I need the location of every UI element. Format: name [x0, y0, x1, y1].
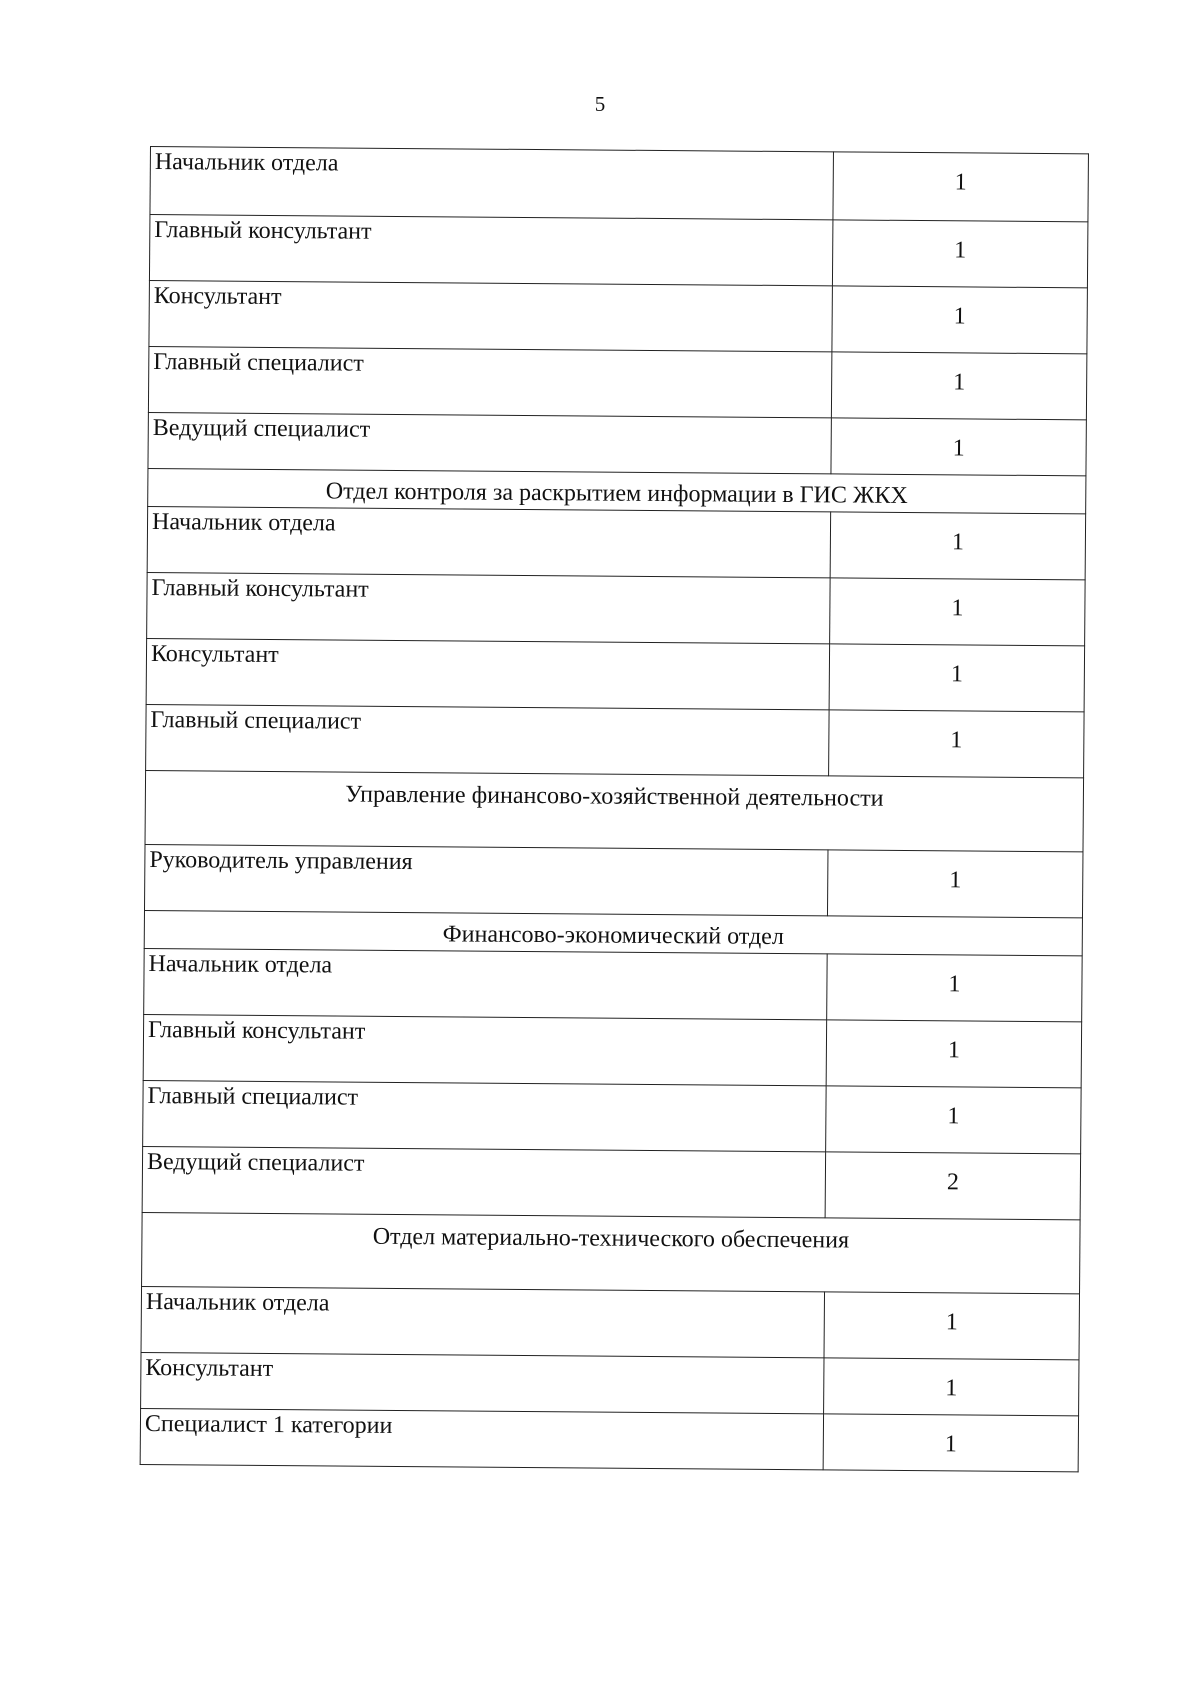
position-count: 1	[832, 220, 1088, 288]
position-title: Консультант	[146, 638, 829, 709]
table-row	[141, 1286, 1079, 1359]
table-row	[150, 147, 1089, 222]
position-count: 1	[824, 1358, 1079, 1416]
position-title: Руководитель управления	[144, 844, 827, 915]
department-title: Управление финансово-хозяйственной деятельности	[145, 770, 1084, 851]
position-count: 1	[826, 1086, 1082, 1154]
position-count: 1	[827, 850, 1083, 918]
table-row	[148, 346, 1086, 419]
department-header-row	[145, 770, 1084, 851]
table-row	[142, 1146, 1080, 1219]
position-title: Главный консультант	[147, 572, 830, 643]
page-number: 5	[594, 92, 606, 116]
position-title: Ведущий специалист	[142, 1146, 825, 1217]
table-row	[146, 638, 1084, 711]
position-count: 1	[830, 512, 1086, 580]
table-row	[149, 215, 1087, 288]
department-header-row	[142, 1212, 1081, 1293]
department-title: Отдел материально-технического обеспечения	[142, 1212, 1081, 1293]
table-row	[147, 572, 1085, 645]
table-row	[146, 704, 1084, 777]
position-title: Начальник отдела	[150, 147, 834, 220]
table-row	[144, 948, 1082, 1021]
table-row	[148, 412, 1086, 475]
position-title: Начальник отдела	[147, 506, 830, 577]
table-row	[141, 1352, 1079, 1415]
table-row	[149, 280, 1087, 353]
table-row	[143, 1014, 1081, 1087]
staffing-table	[140, 146, 1089, 1472]
table-row	[140, 1408, 1078, 1471]
position-title: Консультант	[149, 280, 832, 351]
position-title: Ведущий специалист	[148, 412, 831, 473]
table-row	[147, 506, 1085, 579]
position-count: 1	[831, 418, 1086, 476]
position-count: 1	[826, 1020, 1082, 1088]
position-title: Главный консультант	[149, 215, 832, 286]
position-count: 2	[825, 1152, 1081, 1220]
position-title: Консультант	[141, 1352, 824, 1413]
position-title: Главный консультант	[143, 1014, 826, 1085]
table-row	[143, 1080, 1081, 1153]
position-count: 1	[824, 1292, 1080, 1360]
position-title: Главный специалист	[148, 346, 831, 417]
position-count: 1	[829, 644, 1085, 712]
department-title: Финансово-экономический отдел	[144, 910, 1082, 955]
position-title: Главный специалист	[146, 704, 829, 775]
position-count: 1	[832, 286, 1088, 354]
position-count: 1	[829, 710, 1085, 778]
position-title: Начальник отдела	[144, 948, 827, 1019]
position-count: 1	[823, 1414, 1078, 1472]
position-count: 1	[833, 152, 1089, 222]
position-count: 1	[830, 578, 1086, 646]
position-count: 1	[827, 954, 1083, 1022]
position-title: Начальник отдела	[141, 1286, 824, 1357]
position-title: Специалист 1 категории	[140, 1408, 823, 1469]
position-title: Главный специалист	[143, 1080, 826, 1151]
position-count: 1	[831, 352, 1087, 420]
table-row	[144, 844, 1082, 917]
department-title: Отдел контроля за раскрытием информации в ГИС ЖКХ	[148, 468, 1086, 513]
